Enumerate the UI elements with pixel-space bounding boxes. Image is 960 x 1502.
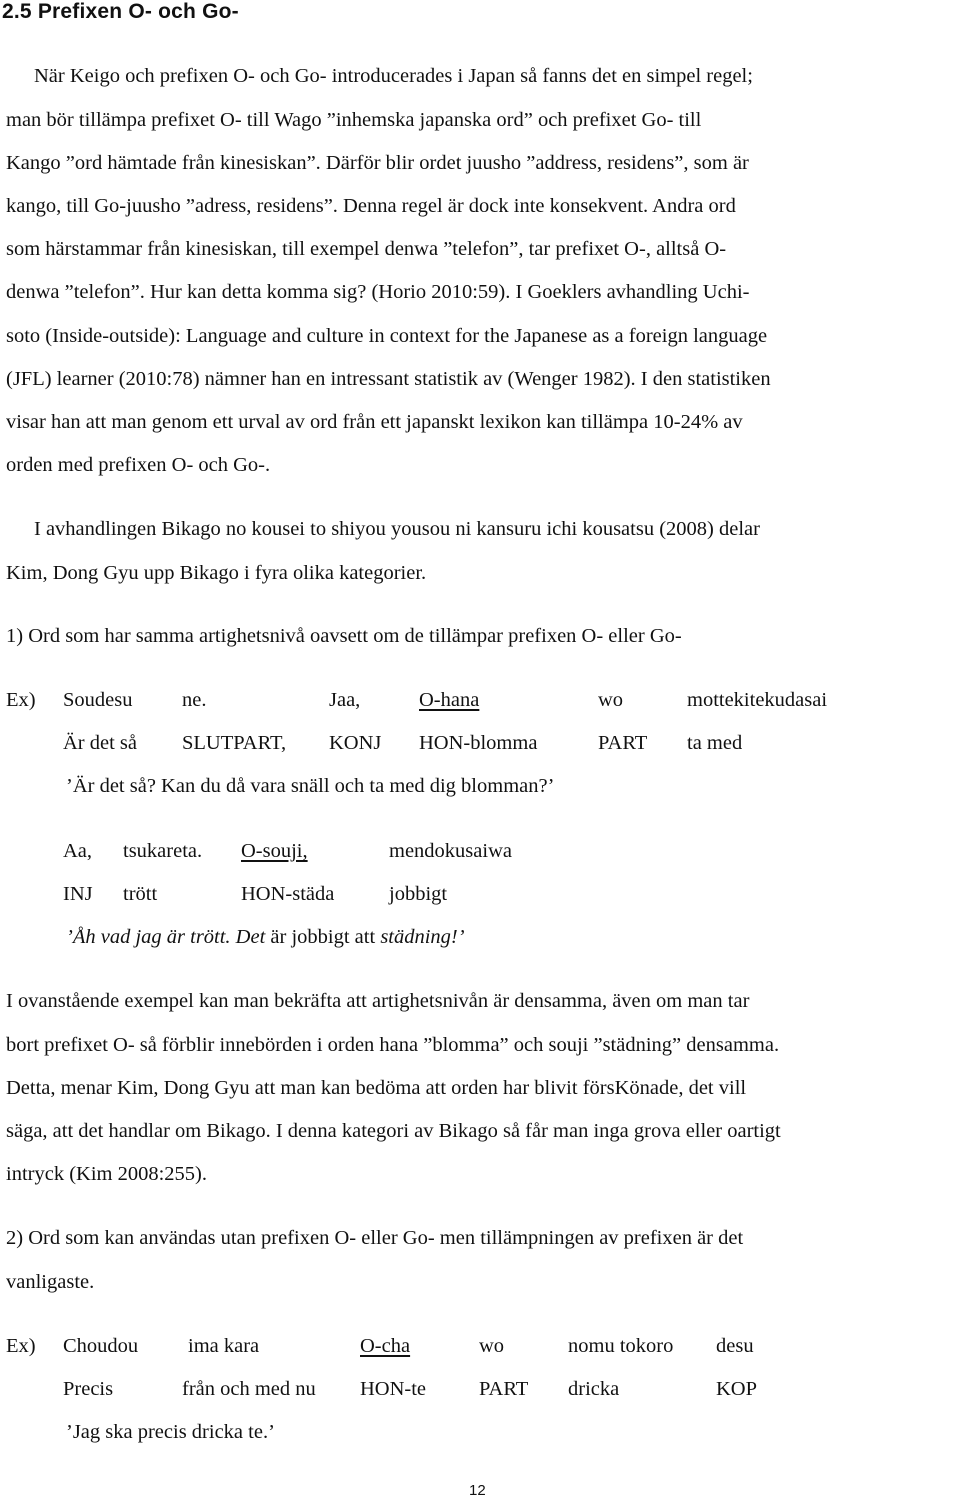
gloss-translation: Precis [63, 1378, 114, 1400]
paragraph-line: intryck (Kim 2008:255). [6, 1163, 207, 1185]
paragraph-line: kango, till Go-juusho ”adress, residens”. Denna regel är dock inte konsekvent. Andra ord [6, 195, 736, 217]
example-free-translation: ’Är det så? Kan du då vara snäll och ta med dig blomman?’ [66, 775, 555, 797]
gloss-word: nomu tokoro [568, 1335, 674, 1357]
paragraph-line: orden med prefixen O- och Go-. [6, 454, 271, 476]
section-heading: 2.5 Prefixen O- och Go- [2, 0, 239, 23]
category-heading: vanligaste. [6, 1271, 95, 1293]
gloss-translation: från och med nu [182, 1378, 316, 1400]
gloss-word-underlined: O-cha [360, 1335, 411, 1357]
page-number: 12 [469, 1482, 486, 1499]
gloss-word: wo [479, 1335, 505, 1357]
example-label: Ex) [6, 1335, 36, 1357]
gloss-word: tsukareta. [123, 840, 203, 862]
gloss-translation: dricka [568, 1378, 620, 1400]
paragraph-line: som härstammar från kinesiskan, till exempel denwa ”telefon”, tar prefixet O-, alltså O- [6, 238, 727, 260]
gloss-translation: INJ [63, 883, 93, 905]
category-heading: 2) Ord som kan användas utan prefixen O- eller Go- men tillämpningen av prefixen är det [6, 1227, 744, 1249]
gloss-translation: PART [598, 732, 648, 754]
gloss-translation: trött [123, 883, 158, 905]
paragraph-line: visar han att man genom ett urval av ord från ett japanskt lexikon kan tillämpa 10-24% av [6, 411, 743, 433]
gloss-translation: Är det så [63, 732, 138, 754]
gloss-word: Soudesu [63, 689, 133, 711]
paragraph-line: I ovanstående exempel kan man bekräfta att artighetsnivån är densamma, även om man tar [6, 990, 750, 1012]
paragraph-line: (JFL) learner (2010:78) nämner han en intressant statistik av (Wenger 1982). I den statistiken [6, 368, 771, 390]
paragraph-line: säga, att det handlar om Bikago. I denna kategori av Bikago så får man inga grova eller oartigt [6, 1120, 781, 1142]
gloss-word: desu [716, 1335, 754, 1357]
gloss-translation: KONJ [329, 732, 382, 754]
gloss-word: ne. [182, 689, 207, 711]
paragraph-line: soto (Inside-outside): Language and culture in context for the Japanese as a foreign language [6, 325, 768, 347]
gloss-translation: HON-te [360, 1378, 427, 1400]
paragraph-line: man bör tillämpa prefixet O- till Wago ”inhemska japanska ord” och prefixet Go- till [6, 109, 702, 131]
paragraph-line: Detta, menar Kim, Dong Gyu att man kan bedöma att orden har blivit försKönade, det vill [6, 1077, 747, 1099]
gloss-word-underlined: O-hana [419, 689, 480, 711]
gloss-word: wo [598, 689, 624, 711]
gloss-word: Choudou [63, 1335, 139, 1357]
gloss-translation: HON-blomma [419, 732, 538, 754]
gloss-translation: KOP [716, 1378, 758, 1400]
gloss-word: Aa, [63, 840, 93, 862]
example-label: Ex) [6, 689, 36, 711]
paragraph-line: denwa ”telefon”. Hur kan detta komma sig? (Horio 2010:59). I Goeklers avhandling Uchi- [6, 281, 750, 303]
category-heading: 1) Ord som har samma artighetsnivå oavsett om de tillämpar prefixen O- eller Go- [6, 625, 682, 647]
gloss-translation: ta med [687, 732, 743, 754]
paragraph-line: I avhandlingen Bikago no kousei to shiyou yousou ni kansuru ichi kousatsu (2008) delar [34, 518, 760, 540]
gloss-word: mottekitekudasai [687, 689, 828, 711]
gloss-word: Jaa, [329, 689, 361, 711]
gloss-translation: SLUTPART, [182, 732, 287, 754]
paragraph-line: När Keigo och prefixen O- och Go- introducerades i Japan så fanns det en simpel regel; [34, 65, 753, 87]
gloss-word: mendokusaiwa [389, 840, 512, 862]
gloss-translation: jobbigt [389, 883, 448, 905]
gloss-translation: HON-städa [241, 883, 335, 905]
example-free-translation: ’Jag ska precis dricka te.’ [66, 1421, 275, 1443]
paragraph-line: bort prefixet O- så förblir innebörden i orden hana ”blomma” och souji ”städning” densamma. [6, 1034, 780, 1056]
paragraph-line: Kango ”ord hämtade från kinesiskan”. Därför blir ordet juusho ”address, residens”, som är [6, 152, 749, 174]
paragraph-line: Kim, Dong Gyu upp Bikago i fyra olika kategorier. [6, 562, 427, 584]
gloss-word-underlined: O-souji, [241, 840, 308, 862]
example-free-translation: ’Åh vad jag är trött. Det är jobbigt att städning!’ [66, 926, 465, 948]
gloss-word: ima kara [188, 1335, 260, 1357]
gloss-translation: PART [479, 1378, 529, 1400]
